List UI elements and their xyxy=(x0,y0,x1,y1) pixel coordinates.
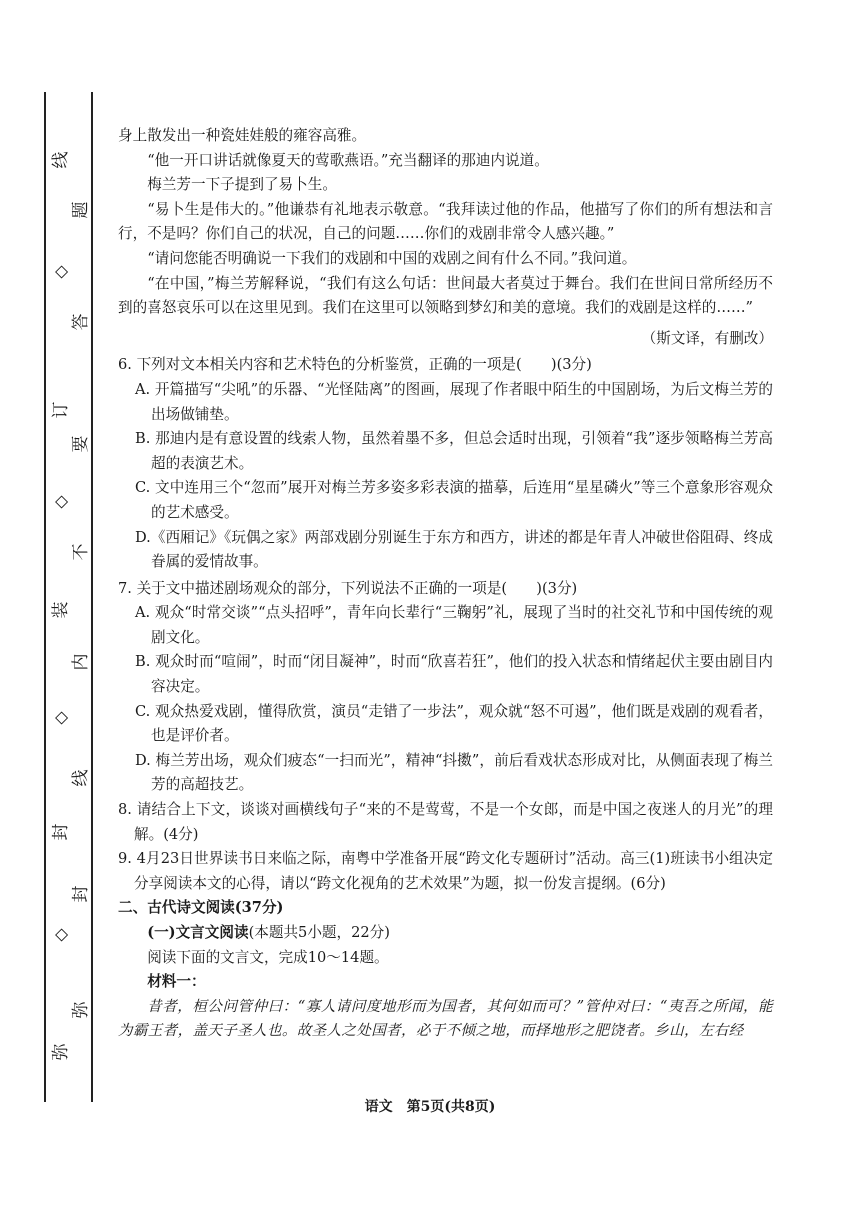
margin-diamond: ◇ xyxy=(51,495,71,509)
margin-line-outer xyxy=(44,92,46,1102)
subsection-note: (本题共5小题，22分) xyxy=(248,924,390,941)
question-6-stem: 6. 下列对文本相关内容和艺术特色的分析鉴赏，正确的一项是( )(3分) xyxy=(118,356,592,374)
margin-char: 内 xyxy=(71,653,91,671)
question-9: 9. 4月23日世界读书日来临之际，南粤中学准备开展“跨文化专题研讨”活动。高三(1)班读书小组决定分享阅读本文的心得，请以“跨文化视角的艺术效果”为题，拟一份发言提纲。(6分) xyxy=(118,850,773,892)
margin-line-inner xyxy=(91,92,93,1102)
subsection-heading: (一)文言文阅读 xyxy=(147,924,249,941)
question-7-option-c: C. 观众热爱戏剧，懂得欣赏，演员“走错了一步法”，观众就“怒不可遏”，他们既是戏剧的观看者，也是评价者。 xyxy=(135,702,773,745)
question-7-stem: 7. 关于文中描述剧场观众的部分，下列说法不正确的一项是( )(3分) xyxy=(118,579,578,597)
question-6-option-a: A. 开篇描写“尖吼”的乐器、“光怪陆离”的图画，展现了作者眼中陌生的中国剧场，为后文梅兰芳的出场做铺垫。 xyxy=(135,380,773,423)
question-6-option-c: C. 文中连用三个“忽而”展开对梅兰芳多姿多彩表演的描摹，后连用“星星磷火”等三个意象形容观众的艺术感受。 xyxy=(135,479,773,521)
margin-char: 弥 xyxy=(51,1043,71,1061)
margin-diamond: ◇ xyxy=(51,711,71,725)
margin-diamond: ◇ xyxy=(51,265,71,279)
page-footer: 语文 第5页(共8页) xyxy=(364,1099,496,1115)
material-label: 材料一： xyxy=(147,973,206,991)
question-6-option-b: B. 那迪内是有意设置的线索人物，虽然着墨不多，但总会适时出现，引领着“我”逐步领略梅兰芳高超的表演艺术。 xyxy=(135,430,773,472)
question-8: 8. 请结合上下文，谈谈对画横线句子“来的不是莺莺，不是一个女郎，而是中国之夜迷人的月光”的理解。(4分) xyxy=(118,801,773,843)
passage-paragraph: “请问您能否明确说一下我们的戏剧和中国的戏剧之间有什么不同。”我问道。 xyxy=(147,249,637,267)
material-text: 昔者，桓公问管仲曰：“寡人请问度地形而为国者，其何如而可？”管仲对曰：“夷吾之所闻，能为霸王者，盖天子圣人也。故圣人之处国者，必于不倾之地，而择地形之肥饶者。乡山，左右经 xyxy=(118,997,773,1040)
margin-diamond: ◇ xyxy=(51,928,71,942)
passage-paragraph: “易卜生是伟大的。”他谦恭有礼地表示敬意。“我拜读过他的作品，他描写了你们的所有想法和言行，不是吗？你们自己的状况，自己的问题……你们的戏剧非常令人感兴趣。” xyxy=(118,200,773,243)
margin-char: 线 xyxy=(51,151,71,169)
passage-paragraph: 身上散发出一种瓷娃娃般的雍容高雅。 xyxy=(118,127,367,144)
margin-char: 题 xyxy=(71,201,91,219)
margin-char: 封 xyxy=(71,885,91,903)
passage-paragraph: “他一开口讲话就像夏天的莺歌燕语。”充当翻译的那迪内说道。 xyxy=(147,151,549,169)
margin-char: 答 xyxy=(71,313,91,331)
passage-paragraph: “在中国，”梅兰芳解释说，“我们有这么句话：世间最大者莫过于舞台。我们在世间日常所经历不到的喜怒哀乐可以在这里见到。我们在这里可以领略到梦幻和美的意境。我们的戏剧是这样的……” xyxy=(118,274,773,317)
margin-char: 封 xyxy=(51,823,71,841)
margin-char: 弥 xyxy=(71,1001,91,1019)
passage-paragraph: 梅兰芳一下子提到了易卜生。 xyxy=(147,176,337,194)
subsection-title xyxy=(118,921,773,946)
margin-char: 要 xyxy=(71,435,91,453)
margin-char: 线 xyxy=(71,769,91,787)
passage-source: （斯文译，有删改） xyxy=(641,329,773,347)
question-7-option-b: B. 观众时而“喧闹”，时而“闭目凝神”，时而“欣喜若狂”，他们的投入状态和情绪起伏主要由剧目内容决定。 xyxy=(135,653,773,696)
margin-char: 订 xyxy=(51,401,71,419)
question-6-option-d: D.《西厢记》《玩偶之家》两部戏剧分别诞生于东方和西方，讲述的都是年青人冲破世俗阻碍、终成眷属的爱情故事。 xyxy=(135,528,773,571)
margin-char: 装 xyxy=(51,601,71,619)
question-7-option-a: A. 观众“时常交谈”“点头招呼”，青年向长辈行“三鞠躬”礼，展现了当时的社交礼节和中国传统的观剧文化。 xyxy=(135,604,773,646)
margin-char: 不 xyxy=(71,543,91,561)
binding-margin xyxy=(0,0,100,1217)
question-7-option-d: D. 梅兰芳出场，观众们疲态“一扫而光”，精神“抖擞”，前后看戏状态形成对比，从侧面表现了梅兰芳的高超技艺。 xyxy=(135,751,773,794)
reading-instruction: 阅读下面的文言文，完成10～14题。 xyxy=(147,948,389,966)
page-content xyxy=(118,124,773,1044)
section-2-title: 二、古代诗文阅读(37分) xyxy=(118,899,284,917)
